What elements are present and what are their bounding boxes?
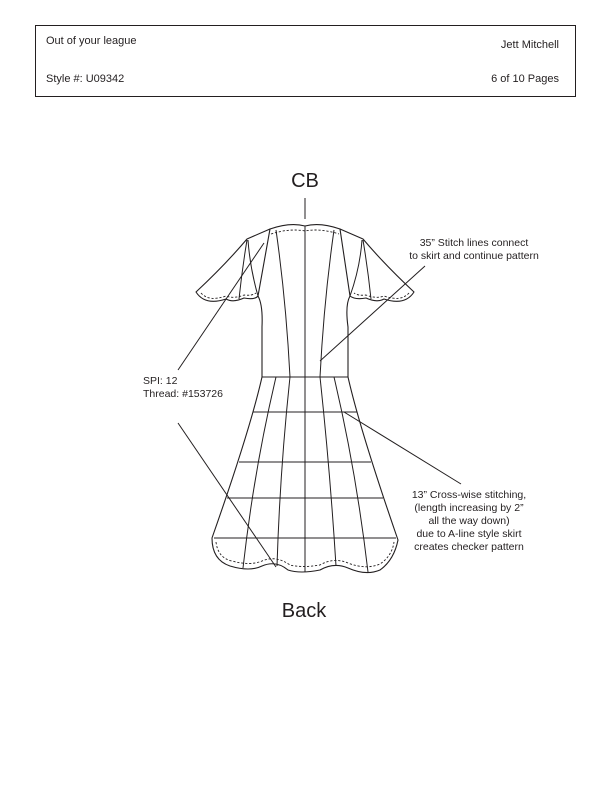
cross-wise-callout-line-1: 13” Cross-wise stitching, xyxy=(411,489,527,501)
thread-value: Thread: #153726 xyxy=(143,388,223,400)
cross-wise-callout-line-2: (length increasing by 2” xyxy=(414,502,524,514)
page-count: 6 of 10 Pages xyxy=(491,73,559,85)
cross-wise-callout-line-3: all the way down) xyxy=(428,515,510,527)
style-number: Style #: U09342 xyxy=(46,73,125,85)
stitch-lines-callout-line-1: 35” Stitch lines connect xyxy=(419,237,529,249)
stitch-lines-callout-line-2: to skirt and continue pattern xyxy=(409,250,539,262)
right-sleeve-hem-stitch xyxy=(354,293,409,298)
skirt-panel-seam-1 xyxy=(243,377,276,568)
left-sleeve-seam xyxy=(248,240,258,296)
stitch-lines-leader xyxy=(320,266,425,361)
cross-wise-callout xyxy=(369,489,569,554)
back-view-label: Back xyxy=(281,600,327,622)
spi-value: SPI: 12 xyxy=(143,375,178,387)
bodice-left-princess-seam xyxy=(276,230,290,377)
designer-name: Jett Mitchell xyxy=(500,39,559,51)
spec-title: Out of your league xyxy=(46,35,137,47)
stitch-lines-callout xyxy=(350,237,598,263)
center-back-label: CB xyxy=(291,170,319,192)
bodice-outline xyxy=(258,225,350,377)
spi-callout xyxy=(143,375,223,401)
cross-wise-leader xyxy=(344,412,461,484)
cross-wise-callout-line-4: due to A-line style skirt xyxy=(416,528,522,540)
cross-wise-callout-line-5: creates checker pattern xyxy=(414,541,524,553)
spi-upper-leader xyxy=(178,243,264,370)
skirt-panel-seam-5 xyxy=(334,377,368,572)
